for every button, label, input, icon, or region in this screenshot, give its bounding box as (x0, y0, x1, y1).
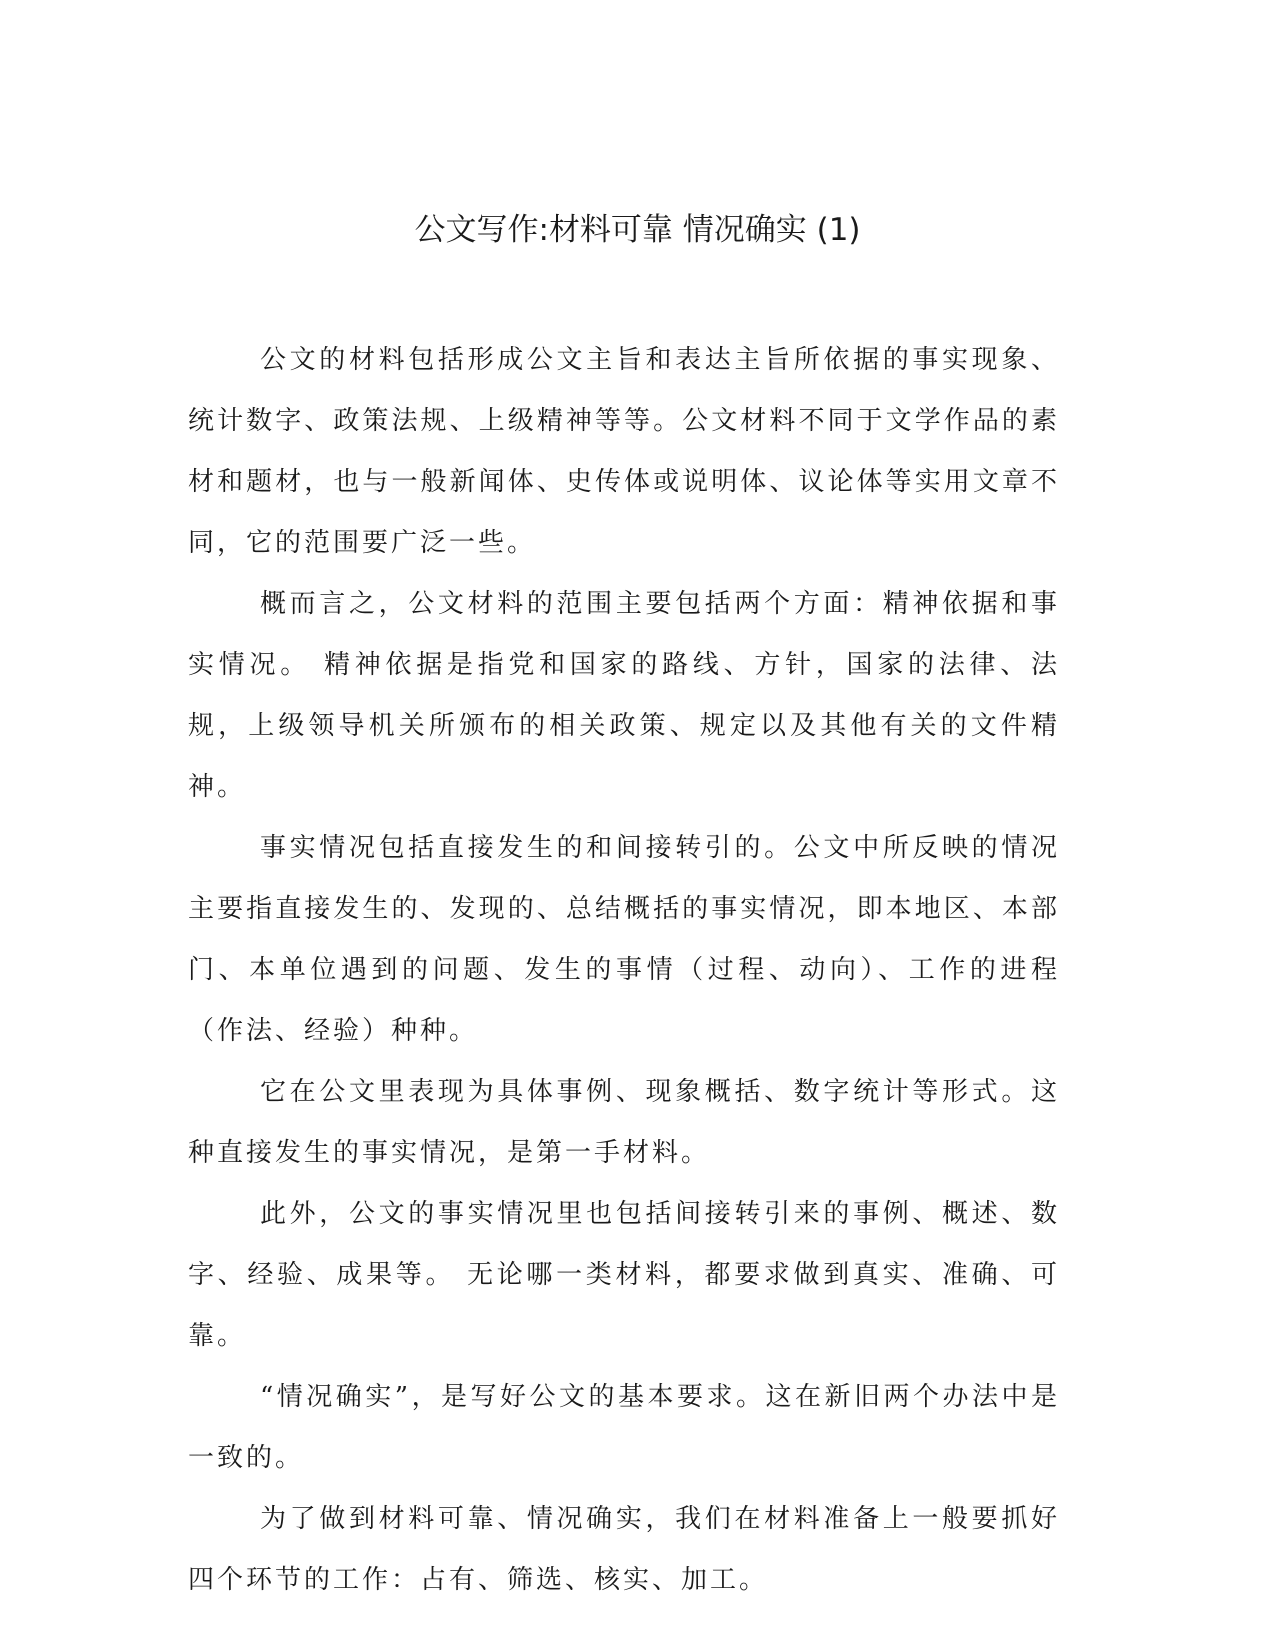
paragraph-1: 公文的材料包括形成公文主旨和表达主旨所依据的事实现象、统计数字、政策法规、上级精神等等。公文材料不同于文学作品的素材和题材，也与一般新闻体、史传体或说明体、议论体等实用文章不同，它的范围要广泛一些。 (188, 345, 1060, 558)
paragraph-6: “情况确实”，是写好公文的基本要求。这在新旧两个办法中是一致的。 (188, 1382, 1060, 1473)
paragraph-2: 概而言之，公文材料的范围主要包括两个方面：精神依据和事实情况。 精神依据是指党和国家的路线、方针，国家的法律、法规，上级领导机关所颁布的相关政策、规定以及其他有关的文件精神。 (188, 589, 1060, 802)
document-body (188, 330, 1060, 1611)
paragraph-5: 此外，公文的事实情况里也包括间接转引来的事例、概述、数字、经验、成果等。 无论哪一类材料，都要求做到真实、准确、可靠。 (188, 1199, 1060, 1351)
paragraph-3: 事实情况包括直接发生的和间接转引的。公文中所反映的情况主要指直接发生的、发现的、总结概括的事实情况，即本地区、本部门、本单位遇到的问题、发生的事情（过程、动向）、工作的进程（作法、经验）种种。 (188, 833, 1060, 1046)
document-title: 公文写作:材料可靠 情况确实 (1) (414, 212, 861, 248)
paragraph-4: 它在公文里表现为具体事例、现象概括、数字统计等形式。这种直接发生的事实情况，是第一手材料。 (188, 1077, 1060, 1168)
paragraph-7: 为了做到材料可靠、情况确实，我们在材料准备上一般要抓好四个环节的工作：占有、筛选、核实、加工。 (188, 1504, 1060, 1595)
